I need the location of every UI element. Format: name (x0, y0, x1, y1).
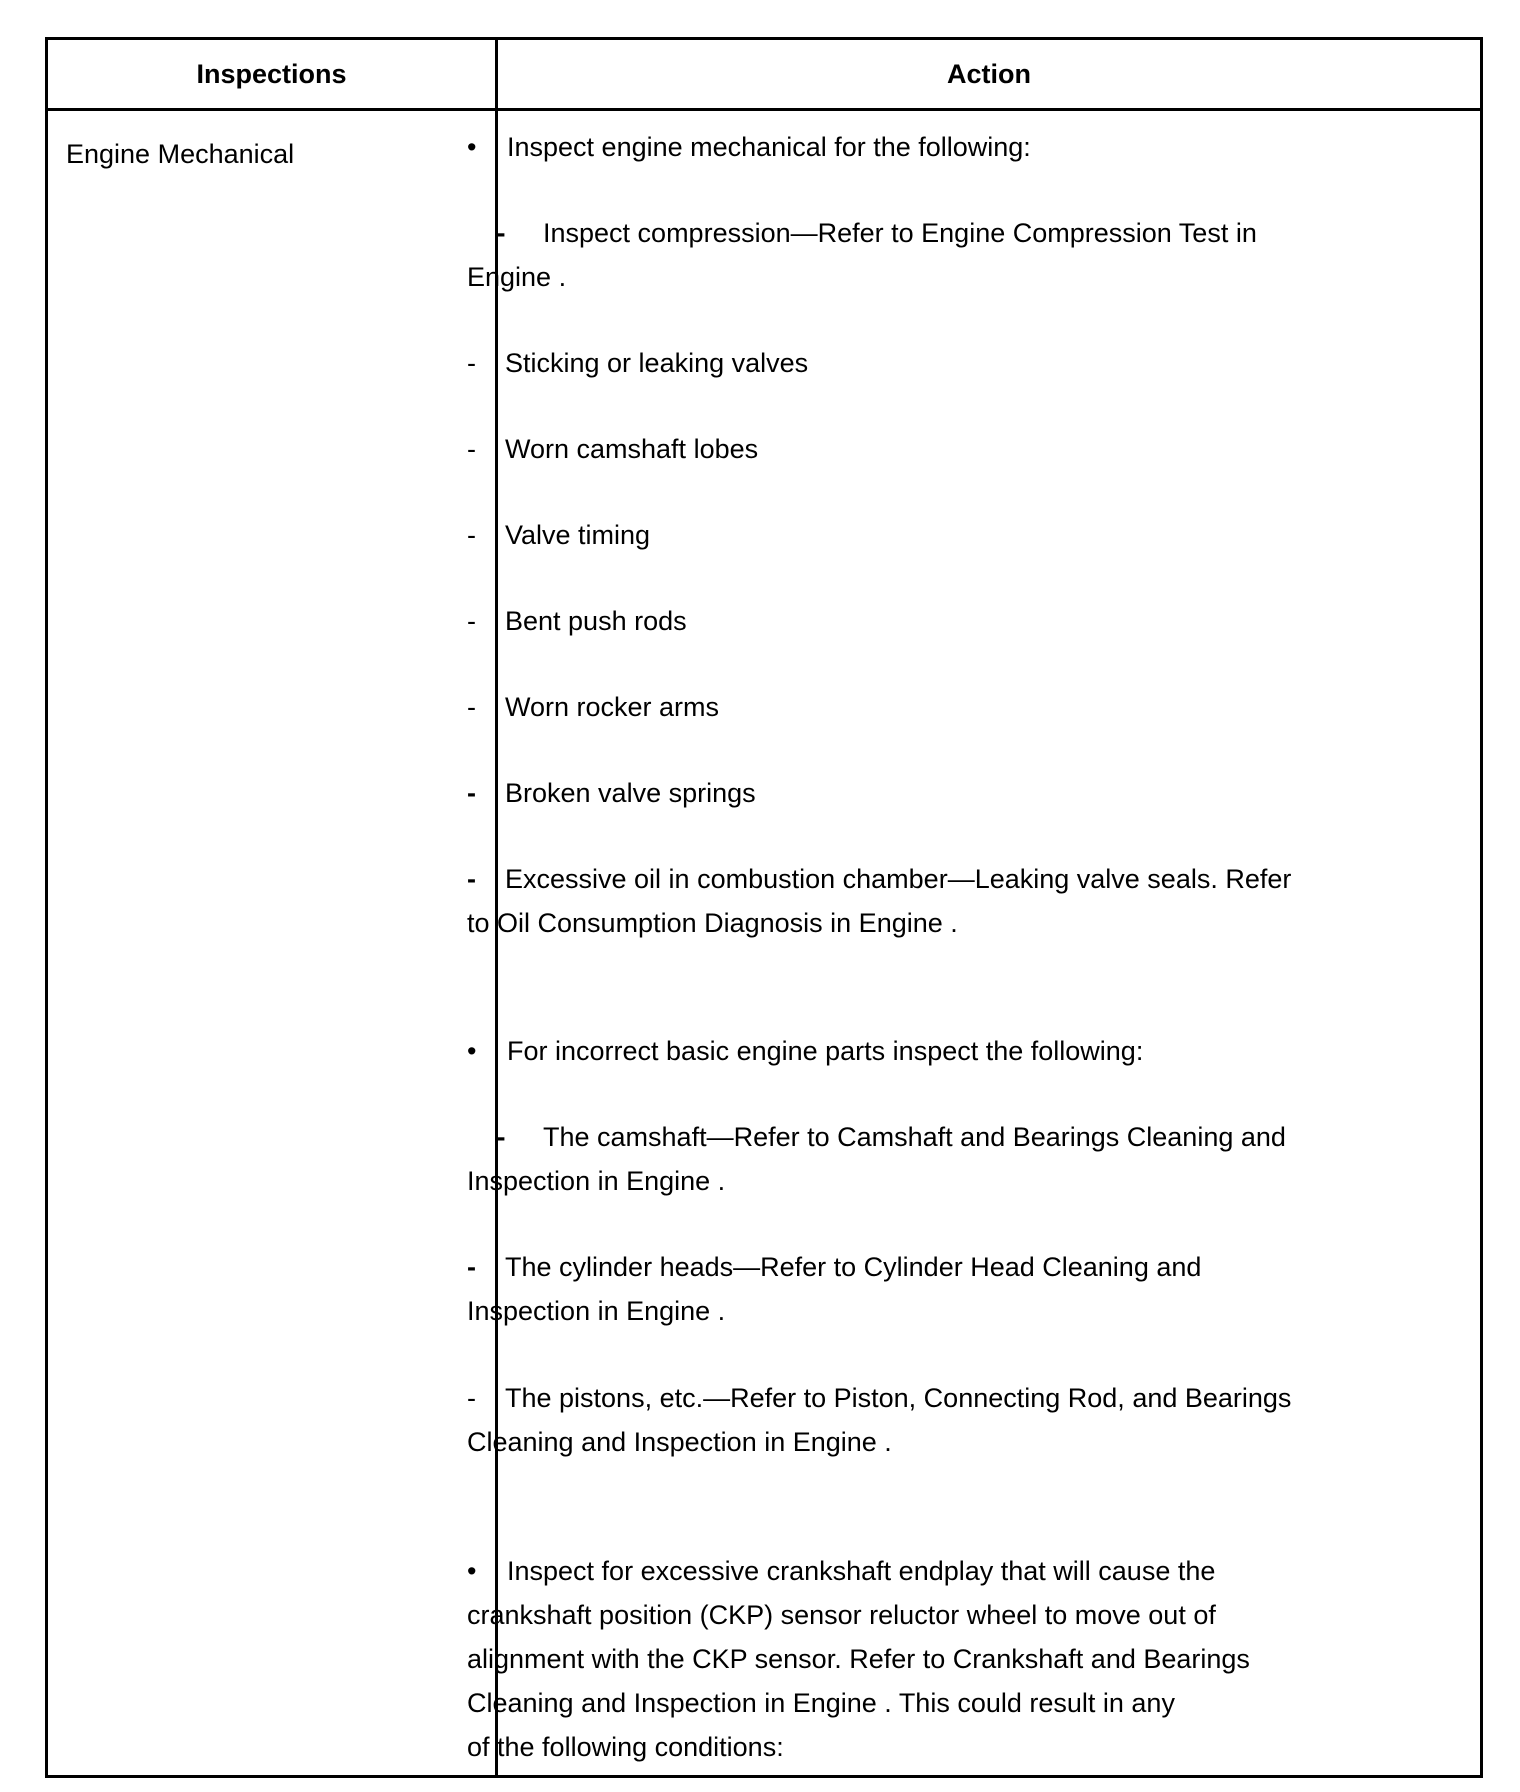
action-line (467, 341, 808, 385)
action-text: The cylinder heads—Refer to Cylinder Head Cleaning and (505, 1252, 1202, 1282)
dash-marker: - (467, 864, 476, 894)
action-text: of the following conditions: (467, 1732, 784, 1762)
action-text: Engine . (467, 262, 567, 292)
action-text: The pistons, etc.—Refer to Piston, Connecting Rod, and Bearings (505, 1383, 1292, 1413)
dash-marker: - (467, 1252, 476, 1282)
action-text: Inspect engine mechanical for the following: (507, 132, 1031, 162)
dash-marker: - (467, 692, 476, 722)
dash-marker: - (467, 520, 476, 550)
action-line (467, 1420, 892, 1464)
header-inspections: Inspections (196, 59, 347, 89)
action-text: alignment with the CKP sensor. Refer to Crankshaft and Bearings (467, 1644, 1250, 1674)
dash-marker (467, 211, 543, 255)
action-line (467, 1289, 725, 1333)
action-line (467, 1245, 1201, 1289)
action-text: Inspection in Engine . (467, 1166, 726, 1196)
action-text: The camshaft—Refer to Camshaft and Bearings Cleaning and (543, 1122, 1286, 1152)
action-line (467, 1029, 1143, 1073)
action-text: Cleaning and Inspection in Engine . (467, 1427, 892, 1457)
bullet-marker: • (467, 1556, 477, 1586)
action-line (467, 211, 1257, 255)
dash-glyph: - (496, 218, 506, 248)
dash-marker: - (467, 1383, 476, 1413)
action-text: Bent push rods (505, 606, 687, 636)
action-text: Cleaning and Inspection in Engine . This could result in any (467, 1688, 1175, 1718)
dash-marker: - (467, 778, 476, 808)
action-text: to Oil Consumption Diagnosis in Engine . (467, 908, 958, 938)
action-line (467, 1376, 1291, 1420)
inspection-cell: Engine Mechanical (66, 139, 295, 169)
action-line (467, 685, 719, 729)
dash-glyph: - (496, 1122, 506, 1152)
action-text: Inspect compression—Refer to Engine Compression Test in (543, 218, 1257, 248)
dash-marker: - (467, 606, 476, 636)
action-line (467, 1159, 725, 1203)
action-text: For incorrect basic engine parts inspect the following: (507, 1036, 1144, 1066)
header-rule (48, 108, 1480, 111)
action-line (467, 1681, 1175, 1725)
action-line (467, 1637, 1250, 1681)
action-line (467, 857, 1291, 901)
action-line (467, 255, 566, 299)
action-line (467, 513, 650, 557)
action-line (467, 1549, 1215, 1593)
action-line (467, 599, 687, 643)
action-text: Sticking or leaking valves (505, 348, 809, 378)
dash-marker: - (467, 434, 476, 464)
action-text: Excessive oil in combustion chamber—Leaking valve seals. Refer (505, 864, 1292, 894)
action-line (467, 427, 758, 471)
action-text: crankshaft position (CKP) sensor reluctor wheel to move out of (467, 1600, 1216, 1630)
action-line (467, 125, 1031, 169)
action-line (467, 1593, 1216, 1637)
action-line (467, 901, 958, 945)
header-action: Action (947, 59, 1031, 89)
dash-marker: - (467, 348, 476, 378)
action-text: Worn camshaft lobes (505, 434, 759, 464)
action-text: Inspect for excessive crankshaft endplay that will cause the (507, 1556, 1216, 1586)
action-text: Broken valve springs (505, 778, 756, 808)
action-text: Valve timing (505, 520, 651, 550)
bullet-marker: • (467, 132, 477, 162)
action-line (467, 1115, 1286, 1159)
action-text: Inspection in Engine . (467, 1296, 726, 1326)
bullet-marker: • (467, 1036, 477, 1066)
dash-marker (467, 1115, 543, 1159)
action-line (467, 1725, 784, 1769)
action-text: Worn rocker arms (505, 692, 720, 722)
action-line (467, 771, 756, 815)
